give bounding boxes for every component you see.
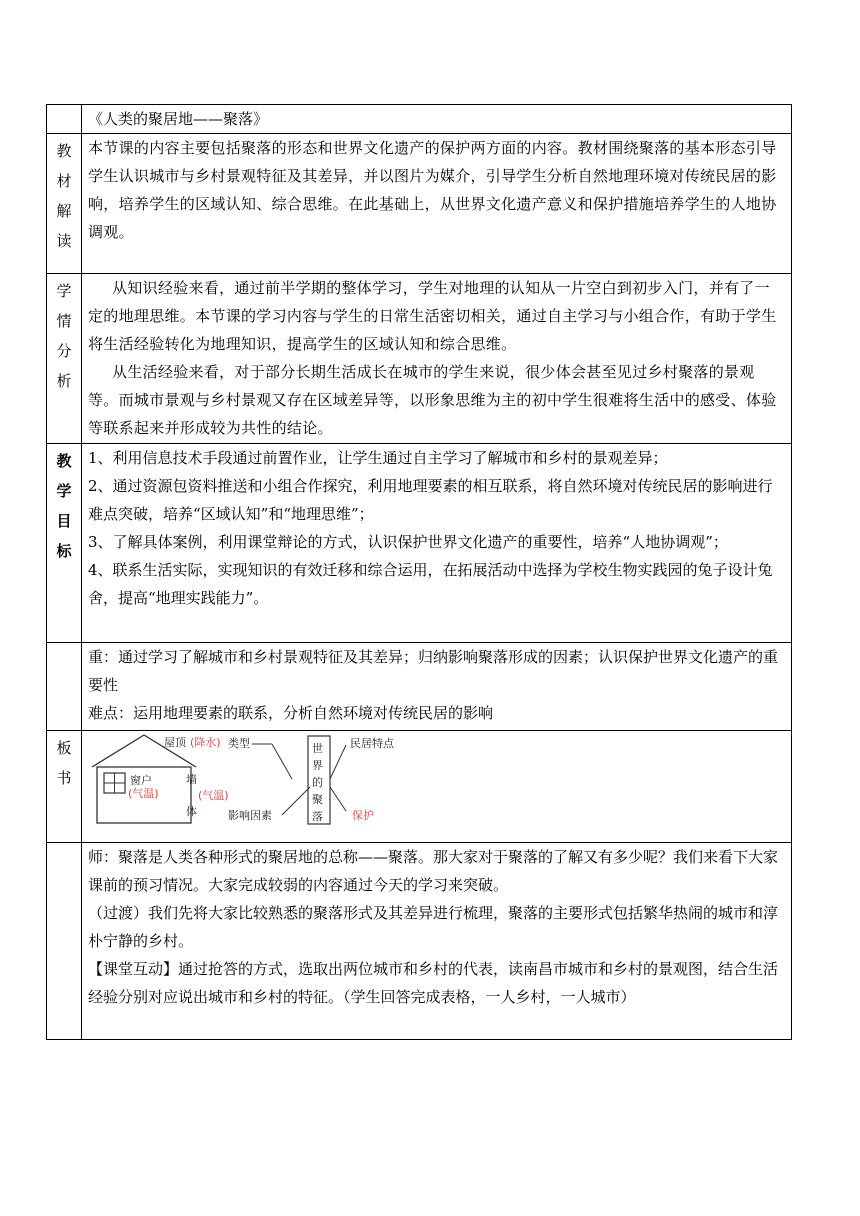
temp-label-wall: (气温) [198,789,229,802]
row-textbook-analysis [47,134,792,274]
features-label: 民居特点 [350,737,394,750]
row-label: 板 书 [47,731,82,843]
window-label: 窗户 [130,774,152,787]
connector-protect [330,787,346,811]
type-label: 类型 [228,737,250,750]
row-label: 教 材 解 读 [47,134,82,274]
lesson-plan-table [46,104,792,1040]
row-label [47,843,82,1040]
paragraph: 【课堂互动】通过抢答的方式，选取出两位城市和乡村的代表，读南昌市城市和乡村的景观图，结合生活经验分别对应说出城市和乡村的特征。（学生回答完成表格，一人乡村，一人城市） [88,960,779,1006]
protect-label: 保护 [352,809,374,822]
row-content [82,444,792,643]
row-teaching-process [47,843,792,1040]
blackboard-cell [82,731,792,843]
connector-features [330,745,346,779]
row-content [82,843,792,1040]
row-label: 学 情 分 析 [47,274,82,444]
goal-item: 2、通过资源包资料推送和小组合作探究，利用地理要素的相互联系，将自然环境对传统民居的影响进行难点突破，培养“区域认知”和“地理思维”； [88,477,773,523]
row-content [82,134,792,274]
difficult-point: 难点：运用地理要素的联系，分析自然环境对传统民居的影响 [88,704,494,722]
goal-item: 4、联系生活实际，实现知识的有效迁移和综合运用，在拓展活动中选择为学校生物实践园的兔子设计兔舍，提高“地理实践能力”。 [88,561,773,607]
blackboard-diagram [88,731,785,831]
blackboard-svg [88,731,488,831]
center-char: 的 [312,776,323,789]
title-row [47,105,792,134]
connector-factors [282,787,310,815]
goal-item: 3、了解具体案例，利用课堂辩论的方式，认识保护世界文化遗产的重要性，培养“人地协调观”； [88,533,728,551]
title-label-cell [47,105,82,134]
center-char: 落 [312,810,323,823]
row-label [47,643,82,731]
roof-label: 屋顶 [164,736,186,749]
key-point: 重：通过学习了解城市和乡村景观特征及其差异；归纳影响聚落形成的因素；认识保护世界文化遗产的重要性 [88,648,779,694]
wall-label-2: 体 [186,805,197,818]
row-blackboard [47,731,792,843]
paragraph: 从生活经验来看，对于部分长期生活成长在城市的学生来说，很少体会甚至见过乡村聚落的景观等。而城市景观与乡村景观又存在区域差异等，以形象思维为主的初中学生很难将生活中的感受、体验等联系起来并形成较为共性的结论。 [88,363,777,437]
row-key-points [47,643,792,731]
center-char: 界 [312,759,323,772]
row-teaching-goals [47,444,792,643]
connector-type [272,744,292,779]
paragraph: 本节课的内容主要包括聚落的形态和世界文化遗产的保护两方面的内容。教材围绕聚落的基本形态引导学生认识城市与乡村景观特征及其差异，并以图片为媒介，引导学生分析自然地理环境对传统民居的影响，培养学生的区域认知、综合思维。在此基础上，从世界文化遗产意义和保护措施培养学生的人地协调观。 [88,139,777,241]
rain-label: (降水) [190,736,221,749]
row-content [82,274,792,444]
goal-item: 1、利用信息技术手段通过前置作业，让学生通过自主学习了解城市和乡村的景观差异； [88,449,668,467]
center-char: 世 [312,742,323,755]
paragraph: （过渡）我们先将大家比较熟悉的聚落形式及其差异进行梳理，聚落的主要形式包括繁华热闹的城市和淳朴宁静的乡村。 [88,904,779,950]
paragraph: 师：聚落是人类各种形式的聚居地的总称——聚落。那大家对于聚落的了解又有多少呢？我们来看下大家课前的预习情况。大家完成较弱的内容通过今天的学习来突破。 [88,848,779,894]
temp-label-window: (气温) [128,787,159,800]
row-content [82,643,792,731]
lesson-title: 《人类的聚居地——聚落》 [82,105,792,134]
center-char: 聚 [312,793,323,806]
paragraph: 从知识经验来看，通过前半学期的整体学习，学生对地理的认知从一片空白到初步入门，并有了一定的地理思维。本节课的学习内容与学生的日常生活密切相关，通过自主学习与小组合作，有助于学生将生活经验转化为地理知识，提高学生的区域认知和综合思维。 [88,279,777,353]
row-student-analysis [47,274,792,444]
row-label: 教 学 目 标 [47,444,82,643]
factors-label: 影响因素 [228,809,272,822]
wall-label-1: 墙 [186,773,197,786]
